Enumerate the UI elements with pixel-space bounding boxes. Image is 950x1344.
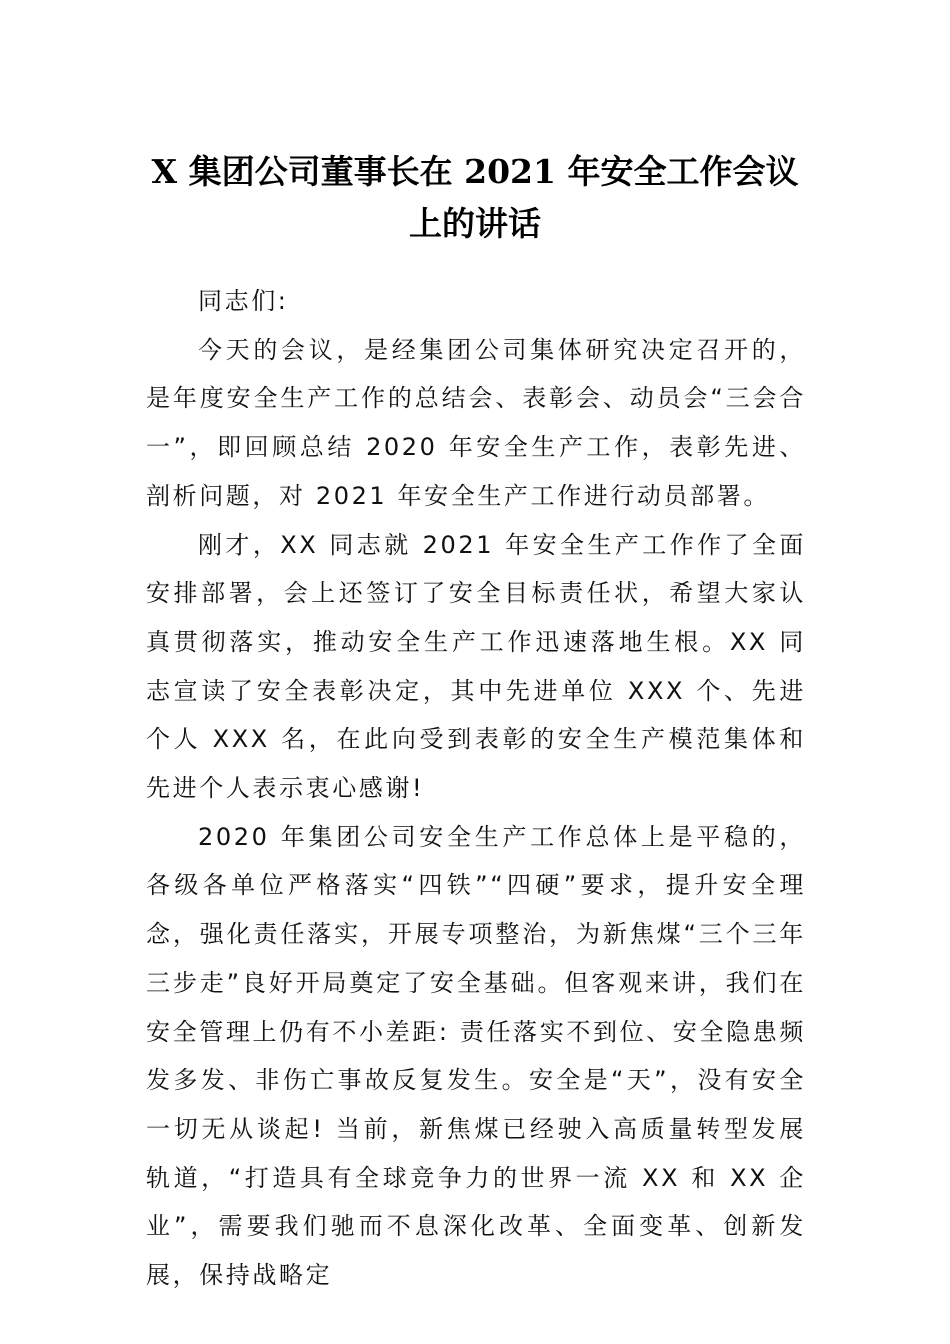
body-paragraph: 2020 年集团公司安全生产工作总体上是平稳的，各级各单位严格落实“四铁”“四硬”要求，提升安全理念，强化责任落实，开展专项整治，为新焦煤“三个三年三步走”良好开局奠定了安全基础。但客观来讲，我们在安全管理上仍有不小差距: 责任落实不到位、安全隐患频发多发、非伤亡事故反复发生。安全是“天”，没有安全一切无从谈起! 当前，新焦煤已经驶入高质量转型发展轨道，“打造具有全球竞争力的世界一流 XX 和 XX 企业”，需要我们驰而不息深化改革、全面变革、创新发展，保持战略定 <box>146 822 806 1290</box>
salutation-paragraph: 同志们: <box>198 287 289 315</box>
body-paragraph: 今天的会议，是经集团公司集体研究决定召开的，是年度安全生产工作的总结会、表彰会、动员会“三会合一”，即回顾总结 2020 年安全生产工作，表彰先进、剖析问题，对 2021 年安全生产工作进行动员部署。 <box>146 335 806 510</box>
title-line-2: 上的讲话 <box>409 204 541 243</box>
document-body <box>146 277 806 1300</box>
body-paragraph: 刚才，XX 同志就 2021 年安全生产工作作了全面安排部署，会上还签订了安全目标责任状，希望大家认真贯彻落实，推动安全生产工作迅速落地生根。XX 同志宣读了安全表彰决定，其中先进单位 XXX 个、先进个人 XXX 名，在此向受到表彰的安全生产模范集体和先进个人表示衷心感谢! <box>146 530 806 803</box>
title-line-1: X 集团公司董事长在 2021 年安全工作会议 <box>151 152 799 191</box>
document-title <box>140 146 810 250</box>
